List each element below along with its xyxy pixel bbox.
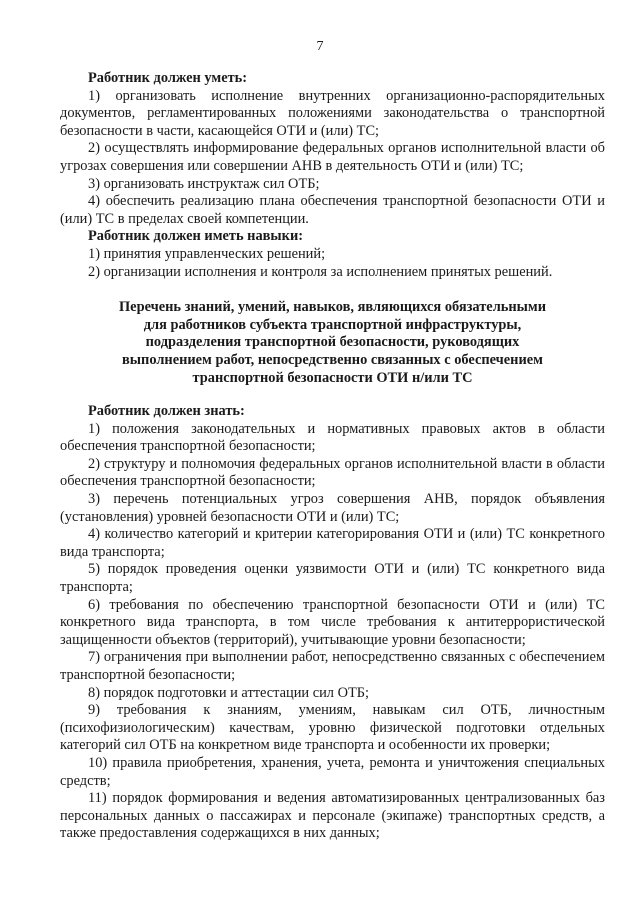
list-item: 2) структуру и полномочия федеральных органов исполнительной власти в области обеспечения транспортной безопасности; [60,455,605,490]
list-item: 4) обеспечить реализацию плана обеспечения транспортной безопасности ОТИ и (или) ТС в пределах своей компетенции. [60,193,605,227]
list-item: 6) требования по обеспечению транспортной безопасности ОТИ и (или) ТС конкретного вида транспорта, в том числе требования к антитеррористической защищенности объектов (территорий), учитывающие уровни безопасности; [60,596,605,648]
list-item: 2) организации исполнения и контроля за исполнением принятых решений. [88,263,553,280]
list-item: 1) положения законодательных и нормативных правовых актов в области обеспечения транспортной безопасности; [60,420,605,455]
list-item: 3) перечень потенциальных угроз совершения АНВ, порядок объявления (установления) уровней безопасности ОТИ и (или) ТС; [60,491,605,525]
list-item: 3) организовать инструктаж сил ОТБ; [88,175,320,192]
list-item: 5) порядок проведения оценки уязвимости ОТИ и (или) ТС конкретного вида транспорта; [60,561,605,596]
title-line: транспортной безопасности ОТИ н/или ТС [192,369,473,386]
knowledge-list [60,421,605,843]
section-heading-knowledge: Работник должен знать: [88,403,245,420]
title-line: выполнением работ, непосредственно связанных с обеспечением [122,351,543,368]
title-line: подразделения транспортной безопасности, руководящих [145,334,520,351]
section-heading-skills: Работник должен уметь: [88,70,248,86]
abilities-list [60,246,605,281]
list-item: 9) требования к знаниям, умениям, навыкам сил ОТБ, личностным (психофизиологическим) качествам, уровню физической подготовки отдельных категорий сил ОТБ на конкретном виде транспорта и особенности их проверки; [60,702,605,754]
title-line: Перечень знаний, умений, навыков, являющихся обязательными [118,299,547,316]
document-body [60,70,605,843]
title-line: для работников субъекта транспортной инфраструктуры, [143,316,522,333]
list-item: 7) ограничения при выполнении работ, непосредственно связанных с обеспечением транспортной безопасности; [60,649,605,683]
list-item: 1) организовать исполнение внутренних организационно-распорядительных документов, регламентированных положениями законодательства о транспортной безопасности в части, касающейся ОТИ и (или) ТС; [60,87,605,139]
list-item: 1) принятия управленческих решений; [88,245,326,262]
list-item: 8) порядок подготовки и аттестации сил ОТБ; [88,684,370,701]
list-item: 10) правила приобретения, хранения, учета, ремонта и уничтожения специальных средств; [60,754,605,789]
list-item: 11) порядок формирования и ведения автоматизированных централизованных баз персональных данных о пассажирах и персонале (экипаже) транспортных средств, а также предоставления содержащихся в них данных; [60,790,605,842]
list-item: 4) количество категорий и критерии категорирования ОТИ и (или) ТС конкретного вида транспорта; [60,526,605,560]
skills-list [60,88,605,229]
section-title [60,299,605,387]
page-number: 7 [316,39,324,54]
section-heading-abilities: Работник должен иметь навыки: [88,228,304,245]
list-item: 2) осуществлять информирование федеральных органов исполнительной власти об угрозах совершения или совершении АНВ в деятельность ОТИ и (или) ТС; [60,140,605,174]
